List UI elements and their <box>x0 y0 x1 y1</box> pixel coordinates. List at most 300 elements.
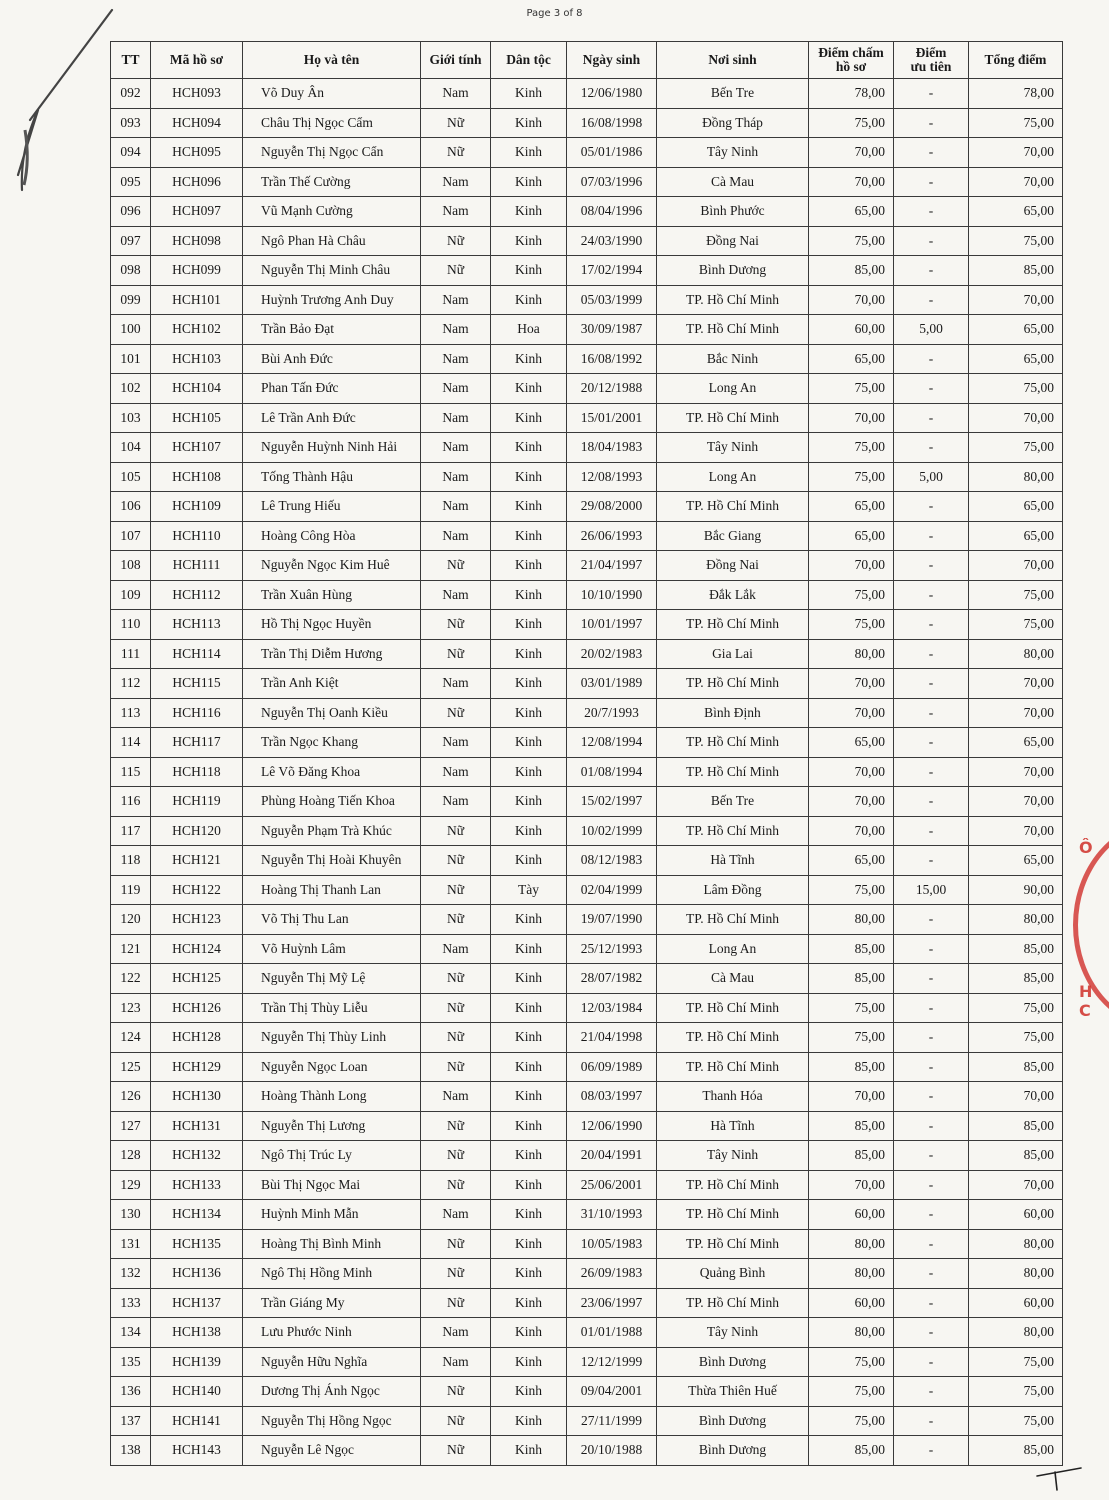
table-row <box>111 285 1063 315</box>
cell-dob: 05/01/1986 <box>567 138 657 168</box>
cell-name: Hoàng Thành Long <box>243 1082 421 1112</box>
table-row <box>111 492 1063 522</box>
cell-ethnic: Kinh <box>491 108 567 138</box>
col-header-noi-sinh: Nơi sinh <box>657 42 809 79</box>
cell-total: 70,00 <box>969 551 1063 581</box>
cell-birthplace: Gia Lai <box>657 639 809 669</box>
cell-tt: 112 <box>111 669 151 699</box>
cell-dob: 10/02/1999 <box>567 816 657 846</box>
cell-birthplace: Bình Dương <box>657 1436 809 1466</box>
cell-dob: 08/04/1996 <box>567 197 657 227</box>
table-row <box>111 934 1063 964</box>
cell-priority: - <box>894 433 969 463</box>
cell-priority: - <box>894 403 969 433</box>
cell-name: Nguyễn Thị Thùy Linh <box>243 1023 421 1053</box>
table-row <box>111 1170 1063 1200</box>
cell-name: Châu Thị Ngọc Cẩm <box>243 108 421 138</box>
cell-total: 70,00 <box>969 1082 1063 1112</box>
cell-name: Võ Thị Thu Lan <box>243 905 421 935</box>
cell-priority: - <box>894 256 969 286</box>
cell-ma: HCH097 <box>151 197 243 227</box>
cell-tt: 115 <box>111 757 151 787</box>
red-seal-stamp <box>1073 820 1109 1030</box>
cell-score: 70,00 <box>809 403 894 433</box>
cell-dob: 16/08/1992 <box>567 344 657 374</box>
cell-ma: HCH094 <box>151 108 243 138</box>
cell-dob: 20/10/1988 <box>567 1436 657 1466</box>
cell-priority: - <box>894 698 969 728</box>
cell-sex: Nam <box>421 403 491 433</box>
cell-dob: 01/01/1988 <box>567 1318 657 1348</box>
cell-priority: - <box>894 669 969 699</box>
table-row <box>111 1200 1063 1230</box>
cell-ma: HCH126 <box>151 993 243 1023</box>
cell-tt: 100 <box>111 315 151 345</box>
cell-ethnic: Kinh <box>491 698 567 728</box>
cell-ethnic: Hoa <box>491 315 567 345</box>
table-row <box>111 1377 1063 1407</box>
cell-ethnic: Kinh <box>491 403 567 433</box>
cell-sex: Nữ <box>421 816 491 846</box>
cell-ethnic: Kinh <box>491 1111 567 1141</box>
cell-sex: Nữ <box>421 551 491 581</box>
cell-sex: Nam <box>421 167 491 197</box>
cell-sex: Nữ <box>421 226 491 256</box>
cell-sex: Nữ <box>421 639 491 669</box>
table-row <box>111 167 1063 197</box>
col-header-ngay-sinh: Ngày sinh <box>567 42 657 79</box>
cell-tt: 096 <box>111 197 151 227</box>
cell-birthplace: Bình Dương <box>657 1347 809 1377</box>
cell-birthplace: TP. Hồ Chí Minh <box>657 403 809 433</box>
cell-priority: 5,00 <box>894 462 969 492</box>
cell-dob: 15/02/1997 <box>567 787 657 817</box>
table-row <box>111 1023 1063 1053</box>
cell-score: 70,00 <box>809 757 894 787</box>
cell-score: 85,00 <box>809 1111 894 1141</box>
cell-score: 85,00 <box>809 1436 894 1466</box>
cell-dob: 26/06/1993 <box>567 521 657 551</box>
cell-score: 75,00 <box>809 226 894 256</box>
cell-birthplace: Bến Tre <box>657 787 809 817</box>
col-header-tt: TT <box>111 42 151 79</box>
cell-total: 85,00 <box>969 1111 1063 1141</box>
cell-priority: - <box>894 551 969 581</box>
cell-total: 70,00 <box>969 698 1063 728</box>
cell-total: 75,00 <box>969 433 1063 463</box>
cell-sex: Nữ <box>421 108 491 138</box>
cell-priority: - <box>894 964 969 994</box>
cell-score: 85,00 <box>809 964 894 994</box>
cell-ethnic: Kinh <box>491 138 567 168</box>
cell-ma: HCH129 <box>151 1052 243 1082</box>
table-row <box>111 344 1063 374</box>
cell-score: 65,00 <box>809 492 894 522</box>
cell-sex: Nam <box>421 580 491 610</box>
cell-birthplace: Lâm Đồng <box>657 875 809 905</box>
col-header-ma-ho-so: Mã hồ sơ <box>151 42 243 79</box>
cell-score: 80,00 <box>809 1318 894 1348</box>
cell-total: 85,00 <box>969 964 1063 994</box>
cell-birthplace: Thanh Hóa <box>657 1082 809 1112</box>
cell-dob: 27/11/1999 <box>567 1406 657 1436</box>
cell-ma: HCH143 <box>151 1436 243 1466</box>
cell-ethnic: Kinh <box>491 1406 567 1436</box>
cell-total: 80,00 <box>969 1229 1063 1259</box>
cell-birthplace: Tây Ninh <box>657 1318 809 1348</box>
cell-tt: 121 <box>111 934 151 964</box>
cell-sex: Nữ <box>421 1436 491 1466</box>
cell-name: Hoàng Thị Thanh Lan <box>243 875 421 905</box>
cell-birthplace: TP. Hồ Chí Minh <box>657 610 809 640</box>
cell-total: 65,00 <box>969 846 1063 876</box>
cell-priority: - <box>894 79 969 109</box>
cell-sex: Nữ <box>421 846 491 876</box>
cell-ma: HCH099 <box>151 256 243 286</box>
cell-priority: - <box>894 580 969 610</box>
cell-score: 75,00 <box>809 1377 894 1407</box>
cell-score: 75,00 <box>809 1023 894 1053</box>
cell-name: Vũ Mạnh Cường <box>243 197 421 227</box>
table-row <box>111 787 1063 817</box>
cell-tt: 114 <box>111 728 151 758</box>
pen-check-mark-icon <box>0 0 120 200</box>
cell-score: 80,00 <box>809 639 894 669</box>
cell-sex: Nữ <box>421 1023 491 1053</box>
cell-priority: - <box>894 1259 969 1289</box>
cell-ma: HCH093 <box>151 79 243 109</box>
cell-sex: Nữ <box>421 138 491 168</box>
cell-ethnic: Kinh <box>491 197 567 227</box>
cell-dob: 26/09/1983 <box>567 1259 657 1289</box>
cell-dob: 18/04/1983 <box>567 433 657 463</box>
cell-priority: - <box>894 846 969 876</box>
cell-score: 78,00 <box>809 79 894 109</box>
cell-priority: - <box>894 1200 969 1230</box>
cell-name: Dương Thị Ánh Ngọc <box>243 1377 421 1407</box>
cell-priority: - <box>894 757 969 787</box>
cell-dob: 12/03/1984 <box>567 993 657 1023</box>
cell-name: Nguyễn Thị Lương <box>243 1111 421 1141</box>
cell-score: 75,00 <box>809 993 894 1023</box>
cell-name: Lưu Phước Ninh <box>243 1318 421 1348</box>
cell-birthplace: Hà Tĩnh <box>657 846 809 876</box>
cell-sex: Nam <box>421 285 491 315</box>
cell-ethnic: Kinh <box>491 433 567 463</box>
cell-priority: - <box>894 1023 969 1053</box>
cell-score: 70,00 <box>809 551 894 581</box>
col-header-diem-uu-tien-line2: ưu tiên <box>910 59 952 74</box>
cell-sex: Nữ <box>421 905 491 935</box>
cell-dob: 20/04/1991 <box>567 1141 657 1171</box>
cell-total: 75,00 <box>969 993 1063 1023</box>
cell-score: 80,00 <box>809 1259 894 1289</box>
cell-birthplace: Hà Tĩnh <box>657 1111 809 1141</box>
cell-score: 85,00 <box>809 934 894 964</box>
cell-dob: 06/09/1989 <box>567 1052 657 1082</box>
cell-ma: HCH098 <box>151 226 243 256</box>
cell-tt: 124 <box>111 1023 151 1053</box>
cell-tt: 130 <box>111 1200 151 1230</box>
cell-birthplace: TP. Hồ Chí Minh <box>657 757 809 787</box>
cell-dob: 24/03/1990 <box>567 226 657 256</box>
cell-sex: Nữ <box>421 1288 491 1318</box>
cell-ethnic: Kinh <box>491 226 567 256</box>
cell-ma: HCH138 <box>151 1318 243 1348</box>
cell-dob: 12/06/1980 <box>567 79 657 109</box>
cell-dob: 07/03/1996 <box>567 167 657 197</box>
cell-total: 60,00 <box>969 1200 1063 1230</box>
cell-birthplace: TP. Hồ Chí Minh <box>657 993 809 1023</box>
cell-priority: - <box>894 344 969 374</box>
cell-tt: 126 <box>111 1082 151 1112</box>
cell-birthplace: TP. Hồ Chí Minh <box>657 492 809 522</box>
cell-ma: HCH130 <box>151 1082 243 1112</box>
cell-sex: Nam <box>421 79 491 109</box>
cell-birthplace: TP. Hồ Chí Minh <box>657 1229 809 1259</box>
cell-ma: HCH095 <box>151 138 243 168</box>
cell-name: Trần Thị Thùy Liễu <box>243 993 421 1023</box>
cell-birthplace: TP. Hồ Chí Minh <box>657 1288 809 1318</box>
cell-total: 65,00 <box>969 492 1063 522</box>
cell-name: Võ Duy Ân <box>243 79 421 109</box>
cell-dob: 12/12/1999 <box>567 1347 657 1377</box>
cell-tt: 108 <box>111 551 151 581</box>
cell-priority: - <box>894 934 969 964</box>
cell-total: 70,00 <box>969 285 1063 315</box>
cell-dob: 08/12/1983 <box>567 846 657 876</box>
cell-score: 70,00 <box>809 1170 894 1200</box>
table-row <box>111 1288 1063 1318</box>
cell-ma: HCH128 <box>151 1023 243 1053</box>
table-row <box>111 551 1063 581</box>
cell-ethnic: Kinh <box>491 1023 567 1053</box>
cell-name: Nguyễn Thị Hồng Ngọc <box>243 1406 421 1436</box>
cell-birthplace: Quảng Bình <box>657 1259 809 1289</box>
cell-dob: 17/02/1994 <box>567 256 657 286</box>
cell-birthplace: Thừa Thiên Huế <box>657 1377 809 1407</box>
cell-ma: HCH113 <box>151 610 243 640</box>
cell-ethnic: Kinh <box>491 344 567 374</box>
cell-ethnic: Kinh <box>491 757 567 787</box>
cell-birthplace: Đồng Tháp <box>657 108 809 138</box>
cell-score: 65,00 <box>809 521 894 551</box>
cell-total: 70,00 <box>969 669 1063 699</box>
cell-ethnic: Kinh <box>491 1141 567 1171</box>
cell-birthplace: Cà Mau <box>657 964 809 994</box>
cell-sex: Nam <box>421 934 491 964</box>
cell-ethnic: Kinh <box>491 846 567 876</box>
table-row <box>111 226 1063 256</box>
cell-tt: 097 <box>111 226 151 256</box>
cell-dob: 19/07/1990 <box>567 905 657 935</box>
cell-dob: 08/03/1997 <box>567 1082 657 1112</box>
cell-birthplace: Long An <box>657 374 809 404</box>
cell-score: 70,00 <box>809 1082 894 1112</box>
cell-total: 85,00 <box>969 1052 1063 1082</box>
cell-tt: 092 <box>111 79 151 109</box>
cell-tt: 098 <box>111 256 151 286</box>
cell-priority: - <box>894 1082 969 1112</box>
cell-tt: 117 <box>111 816 151 846</box>
table-row <box>111 521 1063 551</box>
cell-ma: HCH103 <box>151 344 243 374</box>
cell-ethnic: Kinh <box>491 1170 567 1200</box>
cell-ma: HCH117 <box>151 728 243 758</box>
cell-name: Trần Thế Cường <box>243 167 421 197</box>
cell-total: 75,00 <box>969 1406 1063 1436</box>
cell-ethnic: Kinh <box>491 1377 567 1407</box>
cell-sex: Nữ <box>421 1406 491 1436</box>
cell-dob: 03/01/1989 <box>567 669 657 699</box>
cell-birthplace: Bến Tre <box>657 79 809 109</box>
cell-total: 75,00 <box>969 226 1063 256</box>
cell-ma: HCH109 <box>151 492 243 522</box>
cell-score: 85,00 <box>809 256 894 286</box>
cell-priority: - <box>894 1170 969 1200</box>
cell-tt: 136 <box>111 1377 151 1407</box>
cell-ethnic: Kinh <box>491 639 567 669</box>
cell-ethnic: Kinh <box>491 787 567 817</box>
col-header-diem-uu-tien-line1: Điểm <box>915 44 947 60</box>
cell-sex: Nam <box>421 728 491 758</box>
table-row <box>111 816 1063 846</box>
cell-tt: 111 <box>111 639 151 669</box>
cell-tt: 106 <box>111 492 151 522</box>
cell-total: 80,00 <box>969 1318 1063 1348</box>
cell-sex: Nam <box>421 344 491 374</box>
cell-score: 70,00 <box>809 787 894 817</box>
cell-total: 70,00 <box>969 816 1063 846</box>
cell-birthplace: Tây Ninh <box>657 433 809 463</box>
cell-tt: 102 <box>111 374 151 404</box>
cell-tt: 129 <box>111 1170 151 1200</box>
cell-priority: - <box>894 1111 969 1141</box>
cell-priority: 5,00 <box>894 315 969 345</box>
cell-dob: 10/10/1990 <box>567 580 657 610</box>
cell-birthplace: TP. Hồ Chí Minh <box>657 728 809 758</box>
cell-ethnic: Kinh <box>491 1259 567 1289</box>
cell-ma: HCH096 <box>151 167 243 197</box>
cell-dob: 25/06/2001 <box>567 1170 657 1200</box>
cell-ethnic: Kinh <box>491 934 567 964</box>
cell-total: 75,00 <box>969 1347 1063 1377</box>
cell-ma: HCH139 <box>151 1347 243 1377</box>
cell-ethnic: Kinh <box>491 551 567 581</box>
cell-ethnic: Kinh <box>491 1200 567 1230</box>
cell-total: 60,00 <box>969 1288 1063 1318</box>
cell-sex: Nam <box>421 669 491 699</box>
cell-name: Hồ Thị Ngọc Huyền <box>243 610 421 640</box>
cell-total: 70,00 <box>969 167 1063 197</box>
cell-total: 80,00 <box>969 905 1063 935</box>
cell-dob: 01/08/1994 <box>567 757 657 787</box>
cell-birthplace: TP. Hồ Chí Minh <box>657 1170 809 1200</box>
cell-score: 60,00 <box>809 1288 894 1318</box>
cell-total: 65,00 <box>969 315 1063 345</box>
cell-tt: 123 <box>111 993 151 1023</box>
cell-priority: - <box>894 1347 969 1377</box>
cell-dob: 21/04/1998 <box>567 1023 657 1053</box>
cell-ethnic: Kinh <box>491 1052 567 1082</box>
cell-ma: HCH112 <box>151 580 243 610</box>
cell-priority: - <box>894 108 969 138</box>
cell-dob: 20/02/1983 <box>567 639 657 669</box>
cell-total: 70,00 <box>969 757 1063 787</box>
cell-priority: - <box>894 639 969 669</box>
cell-dob: 21/04/1997 <box>567 551 657 581</box>
cell-sex: Nam <box>421 433 491 463</box>
cell-tt: 116 <box>111 787 151 817</box>
cell-name: Ngô Thị Hồng Minh <box>243 1259 421 1289</box>
cell-ethnic: Kinh <box>491 610 567 640</box>
cell-total: 65,00 <box>969 728 1063 758</box>
cell-name: Bùi Thị Ngọc Mai <box>243 1170 421 1200</box>
cell-birthplace: Tây Ninh <box>657 138 809 168</box>
cell-name: Nguyễn Ngọc Kim Huê <box>243 551 421 581</box>
cell-birthplace: Tây Ninh <box>657 1141 809 1171</box>
candidate-score-table <box>110 41 1063 1466</box>
cell-tt: 120 <box>111 905 151 935</box>
cell-ma: HCH135 <box>151 1229 243 1259</box>
cell-score: 70,00 <box>809 669 894 699</box>
cell-ma: HCH134 <box>151 1200 243 1230</box>
cell-sex: Nam <box>421 521 491 551</box>
cell-score: 65,00 <box>809 728 894 758</box>
cell-birthplace: TP. Hồ Chí Minh <box>657 669 809 699</box>
cell-score: 75,00 <box>809 1347 894 1377</box>
cell-sex: Nữ <box>421 964 491 994</box>
cell-dob: 29/08/2000 <box>567 492 657 522</box>
cell-tt: 104 <box>111 433 151 463</box>
cell-score: 65,00 <box>809 197 894 227</box>
cell-priority: - <box>894 905 969 935</box>
cell-ma: HCH122 <box>151 875 243 905</box>
handwritten-initial-mark <box>1035 1462 1085 1492</box>
cell-birthplace: Bình Định <box>657 698 809 728</box>
cell-name: Trần Anh Kiệt <box>243 669 421 699</box>
stamp-text-top: Ô <box>1079 838 1093 857</box>
cell-dob: 02/04/1999 <box>567 875 657 905</box>
cell-name: Võ Huỳnh Lâm <box>243 934 421 964</box>
table-row <box>111 433 1063 463</box>
cell-ethnic: Kinh <box>491 993 567 1023</box>
cell-total: 70,00 <box>969 787 1063 817</box>
cell-ma: HCH111 <box>151 551 243 581</box>
table-row <box>111 610 1063 640</box>
table-row <box>111 138 1063 168</box>
cell-name: Lê Trần Anh Đức <box>243 403 421 433</box>
cell-name: Nguyễn Thị Oanh Kiều <box>243 698 421 728</box>
col-header-diem-cham-line2: hồ sơ <box>835 59 867 74</box>
table-row <box>111 79 1063 109</box>
cell-total: 75,00 <box>969 374 1063 404</box>
cell-birthplace: Cà Mau <box>657 167 809 197</box>
cell-ma: HCH141 <box>151 1406 243 1436</box>
stamp-text-bottom: H C <box>1079 982 1093 1020</box>
cell-sex: Nam <box>421 197 491 227</box>
cell-name: Tống Thành Hậu <box>243 462 421 492</box>
cell-name: Hoàng Công Hòa <box>243 521 421 551</box>
cell-priority: - <box>894 816 969 846</box>
cell-score: 70,00 <box>809 816 894 846</box>
cell-tt: 109 <box>111 580 151 610</box>
cell-name: Lê Trung Hiếu <box>243 492 421 522</box>
cell-priority: - <box>894 1229 969 1259</box>
cell-score: 75,00 <box>809 374 894 404</box>
cell-sex: Nữ <box>421 1170 491 1200</box>
cell-priority: - <box>894 226 969 256</box>
